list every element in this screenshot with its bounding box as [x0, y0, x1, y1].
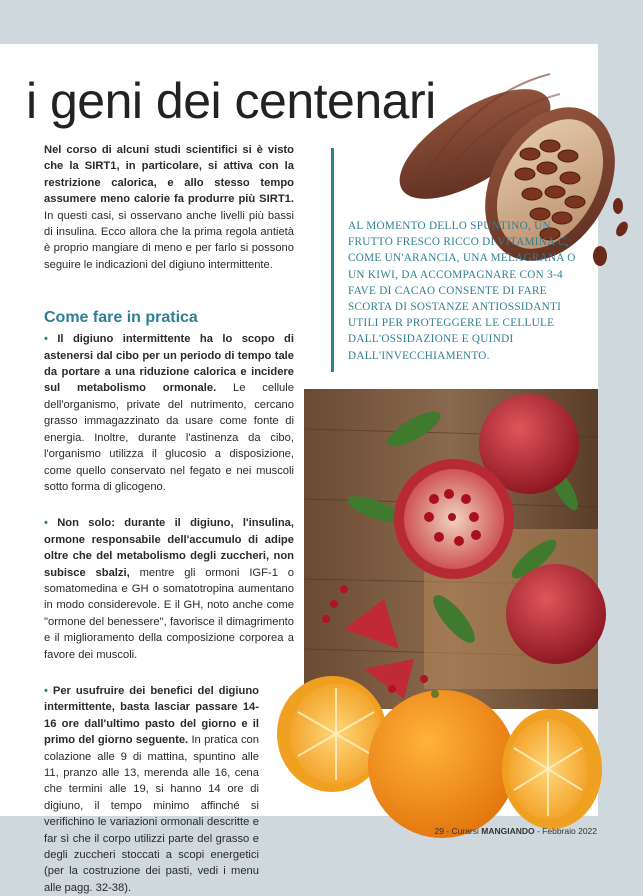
article-body	[44, 142, 294, 896]
bullet-text: In pratica con colazione alle 9 di mattina, spuntino alle 11, pranzo alle 13, merenda alle 16, cena che termini alle 19, si hanno 14 ore di digiuno, il tempo minimo affinché si verifichino le variazioni ormonali descritte e far sì che il corpo utilizzi parte del grasso e degli zuccheri stoccati a scopi energetici (per la costruzione dei pasti, vedi i menu alle pagg. 32-38).	[44, 734, 259, 894]
bullet-paragraph	[44, 515, 294, 663]
bullet-text: Le cellule dell'organismo, private del nutrimento, cercano grasso immagazzinato da usare come fonte di energia. Inoltre, durante l'astinenza da cibo, l'organismo utilizza il glucosio a disposizione, come quello conservato nel fegato e nei muscoli sotto forma di glicogeno.	[44, 382, 294, 493]
bullet-paragraph	[44, 331, 294, 495]
footer-magazine: MANGIANDO	[481, 826, 535, 836]
bullet-marker: •	[44, 517, 48, 530]
page-title: i geni dei centenari	[26, 73, 436, 129]
page-footer	[434, 826, 597, 836]
bullet-bold: Il digiuno intermittente ha lo scopo di astenersi dal cibo per un periodo di tempo tale da portare a una riduzione calorica e incidere sul metabolismo ormonale.	[44, 333, 294, 395]
intro-text: In questi casi, si osservano anche livelli più bassi di insulina. Ecco allora che la prima regola antietà è proprio mangiare di meno e per farlo si possono seguire le indicazioni del digiuno intermittente.	[44, 209, 294, 271]
footer-page: 29 - Curarsi	[434, 826, 479, 836]
footer-issue: - Febbraio 2022	[534, 826, 597, 836]
pull-quote: AL MOMENTO DELLO SPUNTINO, UN FRUTTO FRESCO RICCO DI VITAMINA C, COME UN'ARANCIA, UNA MELAGRANA O UN KIWI, DA ACCOMPAGNARE CON 3-4 FAVE DI CACAO CONSENTE DI FARE SCORTA DI SOSTANZE ANTIOSSIDANTI UTILI PER PROTEGGERE LE CELLULE DALL'OSSIDAZIONE E QUINDI DALL'INVECCHIAMENTO.	[331, 148, 591, 372]
bullet-marker: •	[44, 684, 48, 697]
bullet-paragraph	[44, 683, 259, 896]
bullet-bold: Non solo: durante il digiuno, l'insulina, ormone responsabile dell'accumulo di adipe oltre che del metabolismo degli zuccheri, non subisce sbalzi,	[44, 517, 294, 579]
oranges-image	[270, 654, 600, 844]
intro-bold: Nel corso di alcuni studi scientifici si è visto che la SIRT1, in particolare, si attiva con la restrizione calorica, e allo stesso tempo assumere meno calorie fa produrre più SIRT1.	[44, 144, 294, 206]
intro-paragraph	[44, 142, 294, 273]
bullet-bold: Per usufruire dei benefici del digiuno intermittente, basta lasciar passare 14-16 ore dall'ultimo pasto del giorno e il primo del giorno seguente.	[44, 684, 260, 747]
section-subheading: Come fare in pratica	[44, 309, 198, 327]
bullet-marker: •	[44, 333, 48, 346]
bullet-text: mentre gli ormoni IGF-1 o somatomedina e GH o somatotropina aumentano in modo considerevole. E il GH, noto anche come "ormone del benessere", favorisce il dimagrimento e il miglioramento della composizione corporea a favore dei muscoli.	[44, 566, 294, 661]
